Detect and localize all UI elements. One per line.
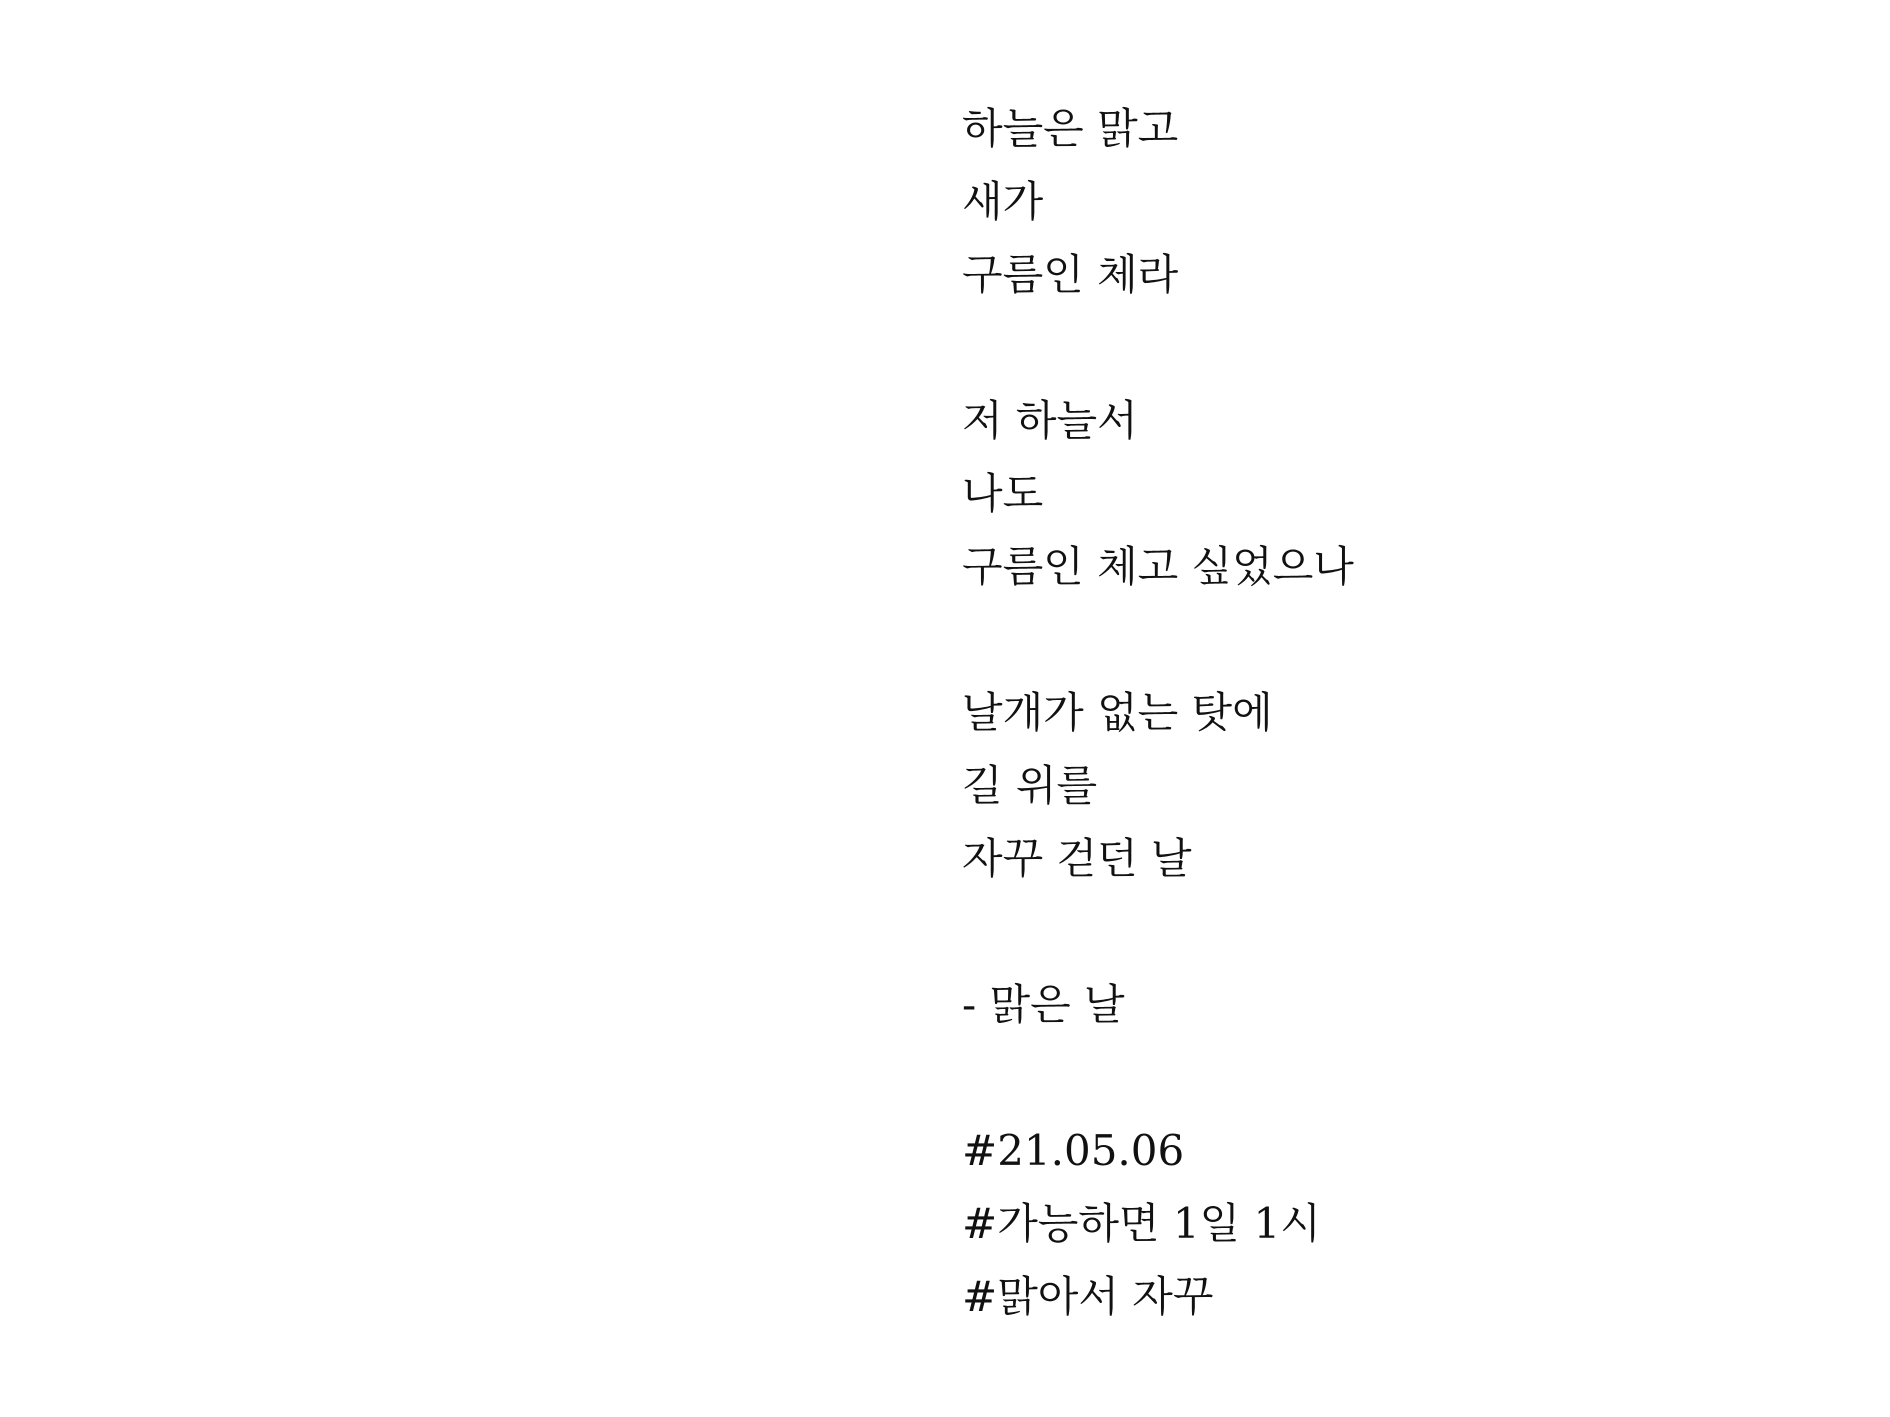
poem-line: 나도	[962, 469, 1044, 518]
hashtag-list	[962, 1114, 1842, 1333]
stanza-1	[962, 92, 1842, 311]
poem-line: 날개가 없는 탓에	[962, 688, 1273, 737]
poem-line: 자꾸 걷던 날	[962, 834, 1192, 883]
poem-title-block	[962, 968, 1842, 1041]
poem-line: 구름인 체고 싶었으나	[962, 542, 1354, 591]
stanza-2	[962, 384, 1842, 603]
poem-line: 구름인 체라	[962, 250, 1179, 299]
hashtag: #맑아서 자꾸	[962, 1272, 1214, 1321]
poem-body	[962, 92, 1842, 1333]
poem-line: 저 하늘서	[962, 396, 1138, 445]
poem-line: 길 위를	[962, 761, 1098, 810]
poem-line: 새가	[962, 177, 1044, 226]
hashtag-date: #21.05.06	[962, 1126, 1185, 1175]
stanza-3	[962, 676, 1842, 895]
poem-line: 하늘은 맑고	[962, 104, 1179, 153]
hashtag: #가능하면 1일 1시	[962, 1199, 1321, 1248]
poem-title: - 맑은 날	[962, 980, 1125, 1029]
